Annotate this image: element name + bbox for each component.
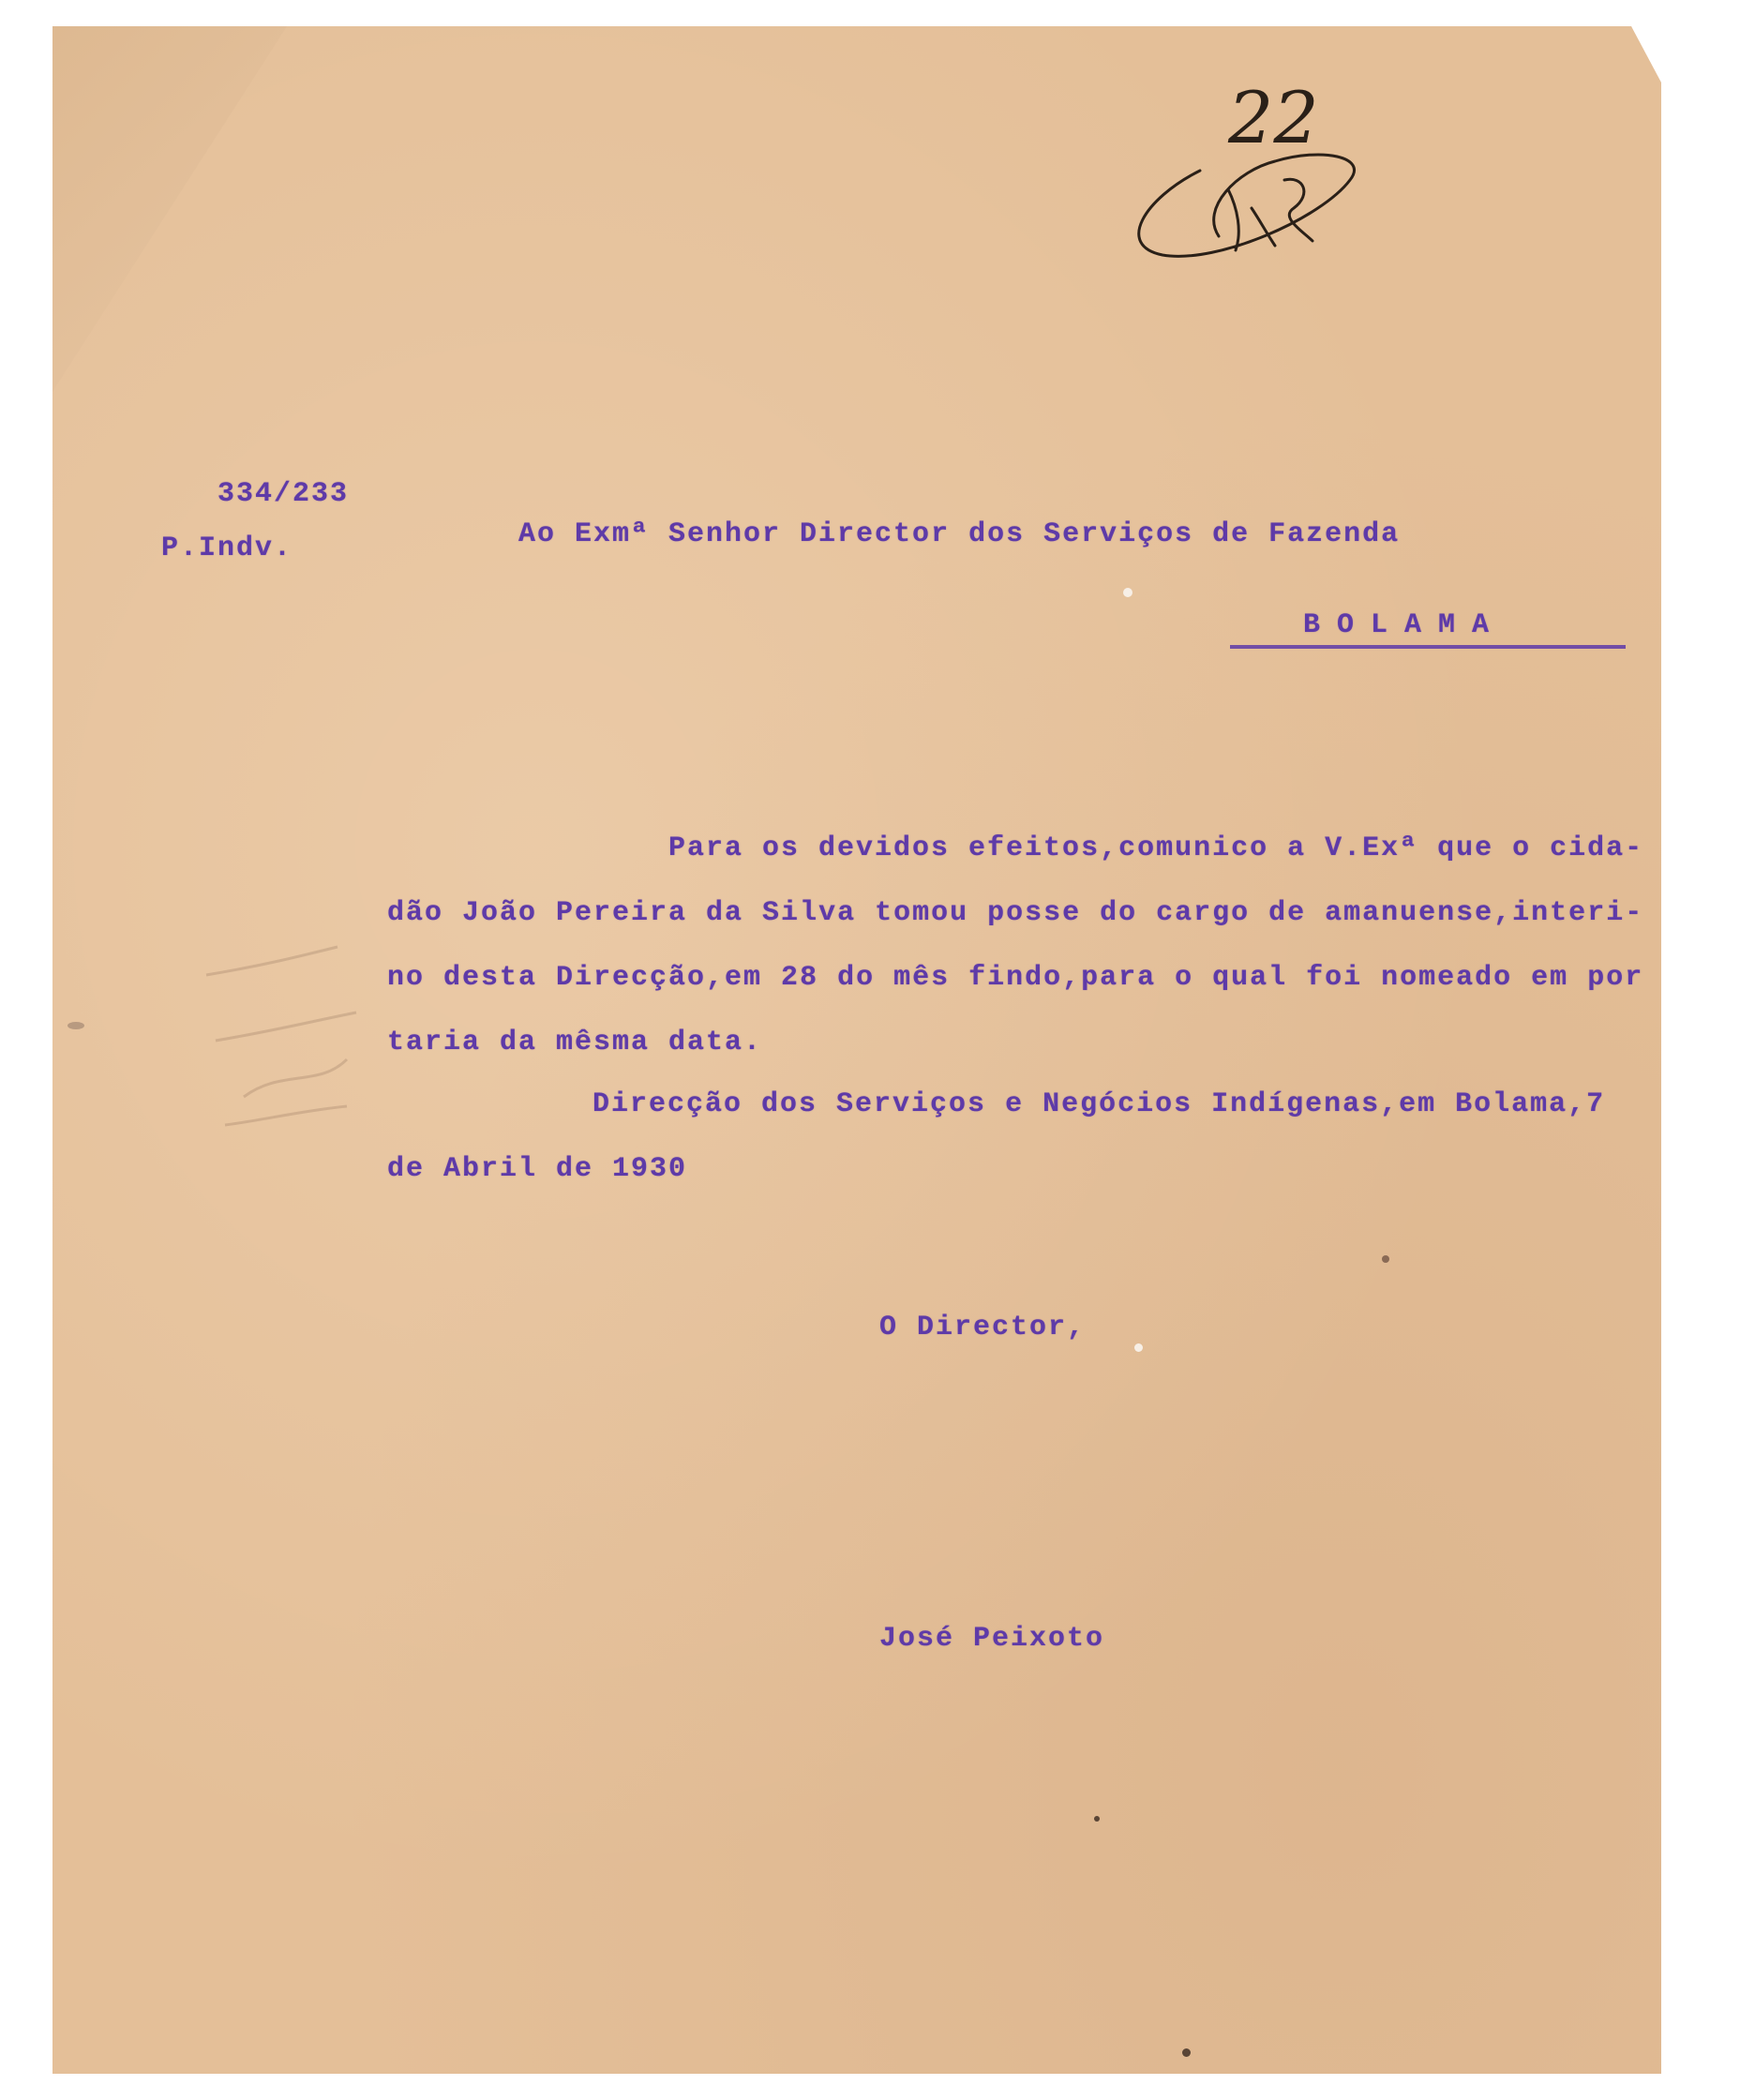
reference-code: P.Indv. bbox=[161, 532, 293, 564]
paper-speck bbox=[1094, 1816, 1100, 1822]
paraph-flourish bbox=[1139, 155, 1355, 256]
paper-speck bbox=[68, 1022, 84, 1029]
handwritten-number-text: 22 bbox=[1228, 76, 1319, 159]
signer-name: José Peixoto bbox=[879, 1623, 1105, 1655]
closing-place-line: Direcção dos Serviços e Negócios Indígenas,em Bolama,7 bbox=[592, 1088, 1606, 1120]
paper-speck bbox=[1382, 1255, 1389, 1263]
body-line-4: taria da mêsma data. bbox=[387, 1027, 763, 1058]
signoff-title: O Director, bbox=[879, 1312, 1087, 1343]
body-line-1: Para os devidos efeitos,comunico a V.Exª que o cida- bbox=[668, 832, 1644, 864]
reference-number: 334/233 bbox=[218, 478, 350, 510]
body-line-2: dão João Pereira da Silva tomou posse do cargo de amanuense,interi- bbox=[387, 897, 1644, 929]
body-line-3: no desta Direcção,em 28 do mês findo,para o qual foi nomeado em por bbox=[387, 962, 1644, 994]
handwritten-page-number bbox=[1088, 68, 1369, 274]
paper-speck bbox=[1134, 1343, 1143, 1352]
addressee-line: Ao Exmª Senhor Director dos Serviços de Fazenda bbox=[518, 518, 1401, 550]
destination-city: BOLAMA bbox=[1303, 609, 1507, 641]
city-underline bbox=[1230, 645, 1626, 649]
paper-speck bbox=[1182, 2048, 1191, 2057]
paper-speck bbox=[1123, 588, 1132, 597]
closing-date-line: de Abril de 1930 bbox=[387, 1153, 688, 1185]
